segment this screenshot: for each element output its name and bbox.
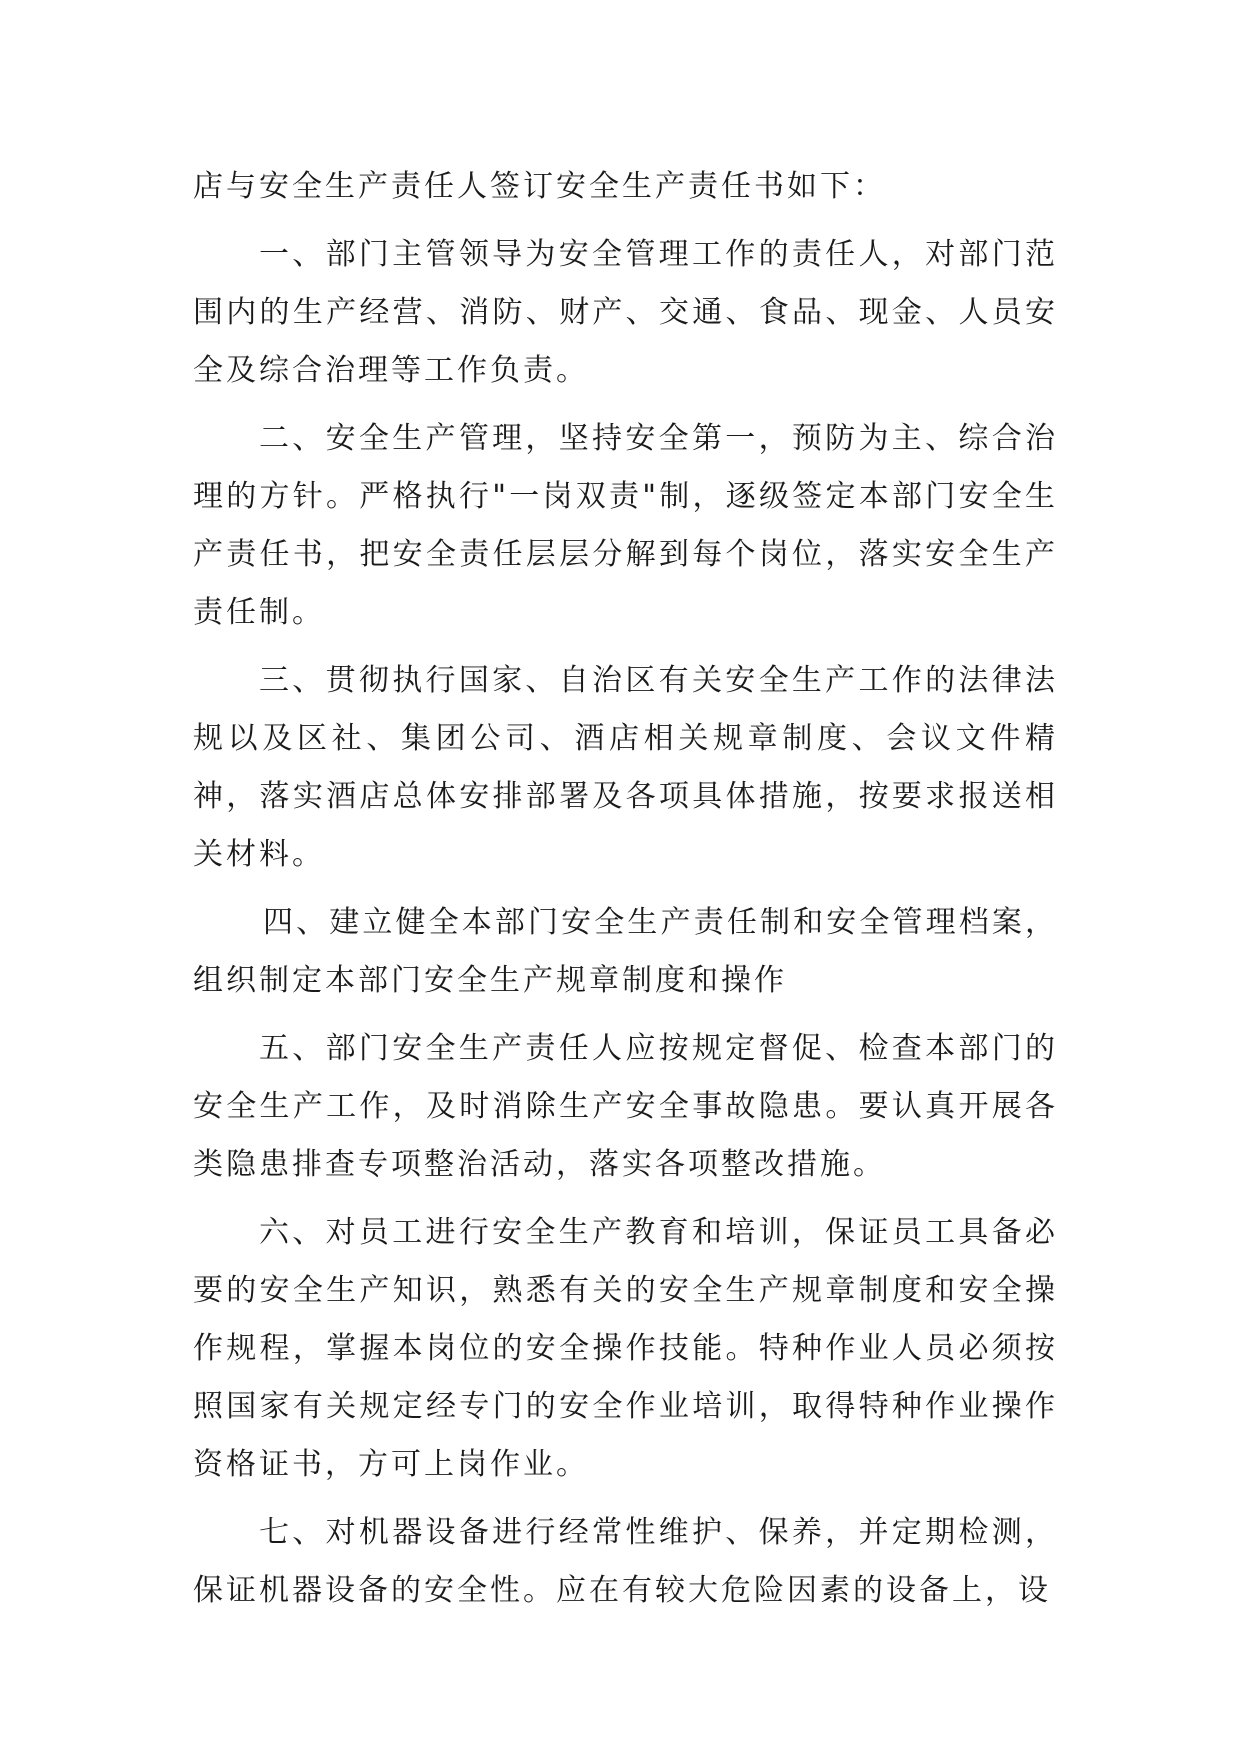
paragraph-item-3: 三、贯彻执行国家、自治区有关安全生产工作的法律法规以及区社、集团公司、酒店相关规章制度、会议文件精神，落实酒店总体安排部署及各项具体措施，按要求报送相关材料。	[193, 663, 1058, 872]
paragraph-item-4: 四、建立健全本部门安全生产责任制和安全管理档案，组织制定本部门安全生产规章制度和操作	[193, 905, 1058, 998]
document-body	[193, 158, 1058, 1630]
paragraph-item-1: 一、部门主管领导为安全管理工作的责任人，对部门范围内的生产经营、消防、财产、交通、食品、现金、人员安全及综合治理等工作负责。	[193, 237, 1058, 388]
paragraph-intro: 店与安全生产责任人签订安全生产责任书如下：	[193, 169, 886, 204]
paragraph-item-2: 二、安全生产管理，坚持安全第一，预防为主、综合治理的方针。严格执行"一岗双责"制，逐级签定本部门安全生产责任书，把安全责任层层分解到每个岗位，落实安全生产责任制。	[193, 421, 1058, 630]
paragraph-item-6: 六、对员工进行安全生产教育和培训，保证员工具备必要的安全生产知识，熟悉有关的安全生产规章制度和安全操作规程，掌握本岗位的安全操作技能。特种作业人员必须按照国家有关规定经专门的安全作业培训，取得特种作业操作资格证书，方可上岗作业。	[193, 1215, 1058, 1482]
paragraph-item-7: 七、对机器设备进行经常性维护、保养，并定期检测，保证机器设备的安全性。应在有较大危险因素的设备上，设	[193, 1515, 1058, 1608]
paragraph-item-5: 五、部门安全生产责任人应按规定督促、检查本部门的安全生产工作，及时消除生产安全事故隐患。要认真开展各类隐患排查专项整治活动，落实各项整改措施。	[193, 1031, 1058, 1182]
